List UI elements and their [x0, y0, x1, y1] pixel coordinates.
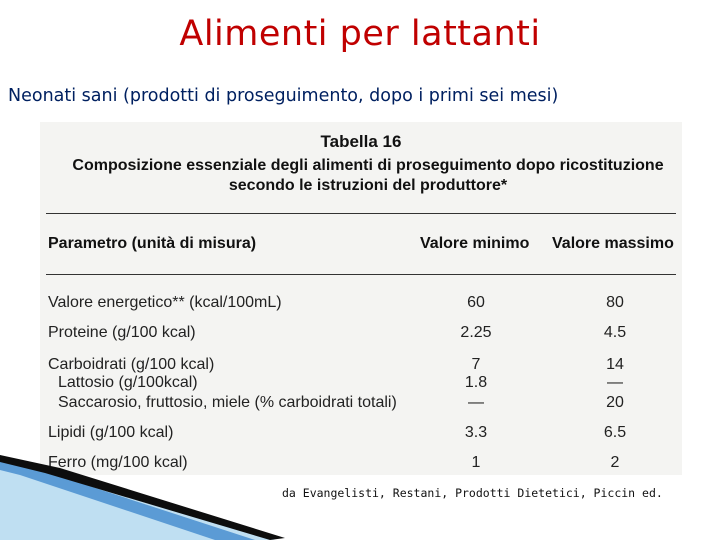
- table-row-param: Proteine (g/100 kcal): [48, 324, 196, 341]
- table-row-param: Lattosio (g/100kcal): [58, 374, 198, 391]
- header-param: Parametro (unità di misura): [48, 235, 257, 252]
- table-row-param: Lipidi (g/100 kcal): [48, 424, 174, 441]
- header-min: Valore minimo: [420, 235, 530, 252]
- slide-subtitle: Neonati sani (prodotti di proseguimento, dopo i primi sei mesi): [8, 86, 559, 106]
- table-row-max: 6.5: [603, 424, 627, 441]
- table-row-param: Ferro (mg/100 kcal): [48, 454, 188, 471]
- table-row-max: 4.5: [603, 324, 627, 341]
- table-row-param: Carboidrati (g/100 kcal): [48, 356, 215, 373]
- table-number: Tabella 16: [320, 132, 402, 151]
- table-row-min: 2.25: [460, 324, 492, 341]
- table-row-min: 1.8: [464, 374, 488, 391]
- table-row-max: 14: [606, 356, 624, 373]
- table-row-param: Valore energetico** (kcal/100mL): [48, 294, 282, 311]
- table-row-max: 80: [606, 294, 624, 311]
- header-max: Valore massimo: [552, 235, 674, 252]
- table-row-max: 20: [606, 394, 624, 411]
- table-row-min: —: [468, 394, 484, 411]
- slide-title: Alimenti per lattanti: [179, 14, 541, 54]
- source-credit: da Evangelisti, Restani, Prodotti Dietetici, Piccin ed.: [282, 486, 663, 500]
- table-caption-line2: secondo le istruzioni del produttore*: [228, 177, 508, 194]
- table-caption-line1: Composizione essenziale degli alimenti di proseguimento dopo ricostituzione: [72, 157, 664, 174]
- table-row-min: 1: [471, 454, 481, 471]
- table-row-max: —: [607, 374, 623, 391]
- table-row-max: 2: [610, 454, 620, 471]
- table-row-min: 60: [467, 294, 485, 311]
- table-row-min: 3.3: [464, 424, 488, 441]
- table-row-param: Saccarosio, fruttosio, miele (% carboidrati totali): [58, 394, 397, 411]
- table-row-min: 7: [471, 356, 481, 373]
